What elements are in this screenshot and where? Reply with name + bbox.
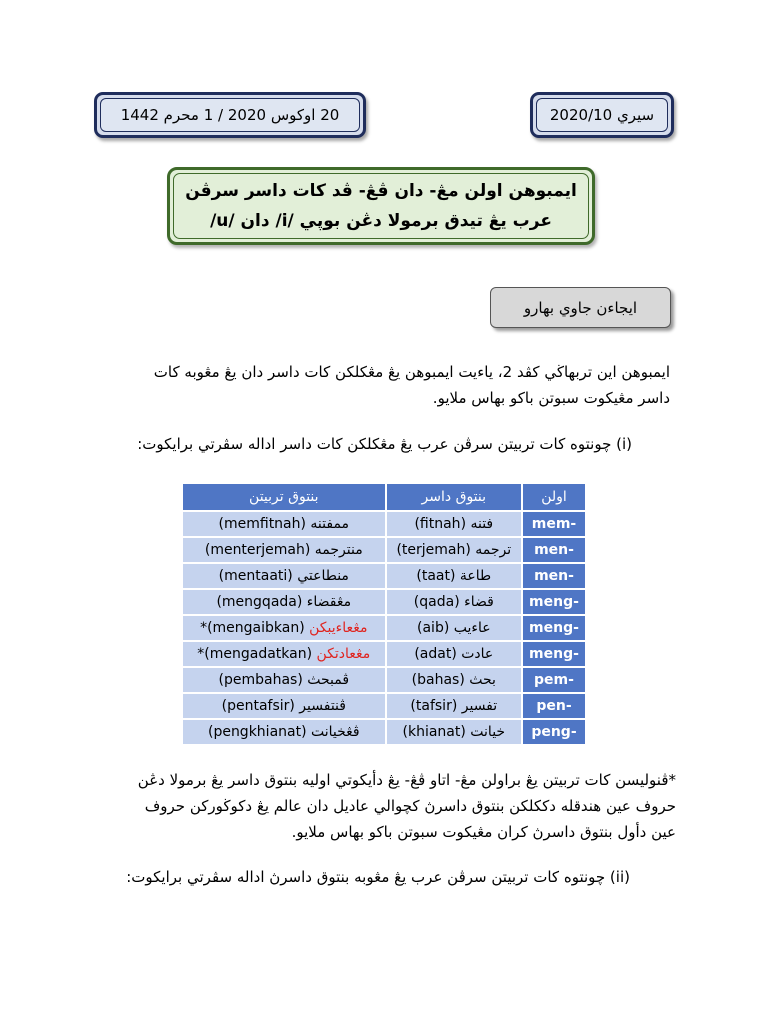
- derived-cell: [183, 642, 385, 666]
- date-box: [94, 92, 366, 138]
- derived-cell: ڤمبحث (pembahas): [183, 668, 385, 692]
- table-row: [183, 642, 585, 666]
- prefix-cell: mem-: [523, 512, 585, 536]
- table-header-row: [183, 484, 585, 510]
- derived-cell: منترجمه (menterjemah): [183, 538, 385, 562]
- header-prefix: اولن: [523, 484, 585, 510]
- base-cell: طاعة (taat): [387, 564, 521, 588]
- base-cell: فتنه (fitnah): [387, 512, 521, 536]
- derived-cell: [183, 616, 385, 640]
- base-cell: بحث (bahas): [387, 668, 521, 692]
- note-paragraph: [80, 767, 676, 845]
- section-tag: ايجاءن جاوي بهارو: [490, 287, 671, 328]
- header-derived-form: بنتوق تربيتن: [183, 484, 385, 510]
- base-cell: عادت (adat): [387, 642, 521, 666]
- derived-cell: ممفتنه (memfitnah): [183, 512, 385, 536]
- intro-paragraph: [90, 359, 670, 411]
- prefix-cell: pem-: [523, 668, 585, 692]
- prefix-cell: pen-: [523, 694, 585, 718]
- title-line-1: ايمبوهن اولن مڠ- دان ڤڠ- ڤد كات داسر سرڤن: [185, 181, 577, 201]
- point-i: (i) چونتوه كات تربيتن سرڤن عرب يڠ مڠكلكن كات داسر اداله سڤرتي برايكوت:: [137, 435, 632, 453]
- asterisk-mark: *: [200, 620, 208, 636]
- title-line-2: عرب يڠ تيدق برمولا دڠن بوپي /i/ دان /u/: [210, 211, 552, 231]
- derived-jawi-red: مڠعادتكن: [316, 646, 371, 662]
- asterisk-mark: *: [197, 646, 205, 662]
- note-line-3: عين دأول بنتوق داسرڽ كران مڠيكوت سبوتن باكو بهاس ملايو.: [291, 823, 676, 841]
- table-row: [183, 668, 585, 692]
- title-inner: [173, 173, 589, 239]
- base-cell: خيانت (khianat): [387, 720, 521, 744]
- derived-cell: ڤڠخيانت (pengkhianat): [183, 720, 385, 744]
- prefix-cell: men-: [523, 538, 585, 562]
- intro-line-2: داسر مڠيكوت سبوتن باكو بهاس ملايو.: [432, 389, 670, 407]
- prefix-cell: meng-: [523, 590, 585, 614]
- header-base-form: بنتوق داسر: [387, 484, 521, 510]
- date-text: 20 اوکوس 2020 / 1 محرم 1442: [100, 98, 360, 132]
- table-row: [183, 720, 585, 744]
- point-ii: (ii) چونتوه كات تربيتن سرڤن عرب يڠ مڠوبه بنتوق داسرڽ اداله سڤرتي برايكوت:: [126, 868, 630, 886]
- derived-cell: ڤنتفسير (pentafsir): [183, 694, 385, 718]
- derived-cell: منطاعتي (mentaati): [183, 564, 385, 588]
- derived-jawi-red: مڠعاءيبكن: [309, 620, 368, 636]
- table-row: [183, 694, 585, 718]
- base-cell: عاءيب (aib): [387, 616, 521, 640]
- base-cell: ترجمه (terjemah): [387, 538, 521, 562]
- series-text: سيري 2020/10: [536, 98, 668, 132]
- table-row: [183, 512, 585, 536]
- prefix-cell: peng-: [523, 720, 585, 744]
- base-cell: قضاء (qada): [387, 590, 521, 614]
- table-row: [183, 564, 585, 588]
- table-row: [183, 590, 585, 614]
- prefix-cell: meng-: [523, 616, 585, 640]
- note-line-1: *ڤنوليسن كات تربيتن يڠ براولن مڠ- اتاو ڤڠ- يڠ دأيكوتي اوليه بنتوق داسر يڠ برمولا دڠن: [137, 771, 676, 789]
- derived-cell: مڠقضاء (mengqada): [183, 590, 385, 614]
- table-row: [183, 538, 585, 562]
- base-cell: تفسير (tafsir): [387, 694, 521, 718]
- title-box: [167, 167, 595, 245]
- derived-rumi: (mengaibkan): [207, 620, 305, 636]
- prefix-table: [181, 482, 587, 746]
- prefix-cell: meng-: [523, 642, 585, 666]
- prefix-cell: men-: [523, 564, 585, 588]
- table-row: [183, 616, 585, 640]
- note-line-2: حروف عين هندقله دككلكن بنتوق داسرڽ كچوالي عاديل دان عالم يڠ دكوڬوركن حروف: [144, 797, 676, 815]
- series-box: [530, 92, 674, 138]
- intro-line-1: ايمبوهن اين تربهاڬي كڤد 2، ياءيت ايمبوهن يڠ مڠكلكن كات داسر دان يڠ مڠوبه كات: [153, 363, 670, 381]
- derived-rumi: (mengadatkan): [204, 646, 313, 662]
